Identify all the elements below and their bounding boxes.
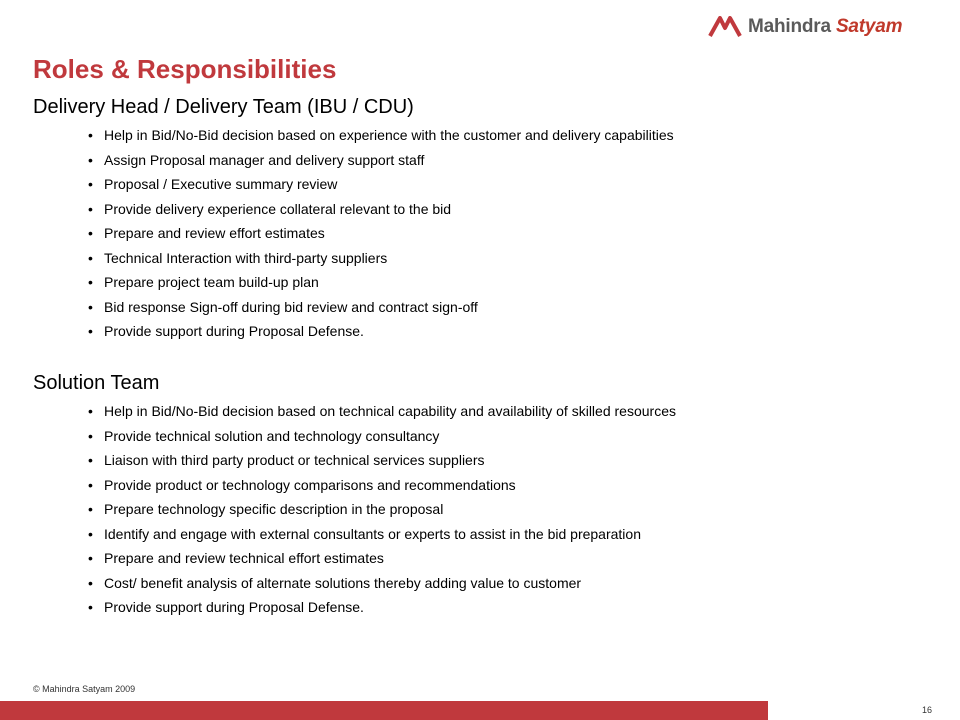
list-item-text: Provide product or technology comparisons and recommendations bbox=[104, 476, 516, 493]
section-heading-delivery: Delivery Head / Delivery Team (IBU / CDU) bbox=[33, 96, 414, 118]
bullet-icon: • bbox=[88, 323, 93, 339]
bullet-icon: • bbox=[88, 550, 93, 566]
list-item-text: Bid response Sign-off during bid review and contract sign-off bbox=[104, 298, 478, 315]
bullet-icon: • bbox=[88, 127, 93, 143]
bullet-icon: • bbox=[88, 574, 93, 591]
list-item bbox=[0, 598, 676, 623]
list-item bbox=[0, 224, 674, 249]
bullet-icon: • bbox=[88, 403, 93, 419]
list-item-text: Prepare and review technical effort estimates bbox=[104, 550, 384, 566]
logo-text-primary: Mahindra bbox=[748, 16, 831, 37]
company-logo bbox=[708, 14, 948, 40]
list-item bbox=[0, 298, 674, 323]
list-item-text: Prepare and review effort estimates bbox=[104, 225, 325, 241]
list-item bbox=[0, 249, 674, 274]
logo-wordmark bbox=[748, 16, 902, 38]
bullet-icon: • bbox=[88, 225, 93, 241]
list-item bbox=[0, 500, 676, 525]
bullet-icon: • bbox=[88, 176, 93, 192]
list-item bbox=[0, 476, 676, 501]
page-number: 16 bbox=[921, 705, 932, 715]
list-item-text: Help in Bid/No-Bid decision based on technical capability and availability of skilled resources bbox=[104, 403, 676, 419]
list-item-text: Help in Bid/No-Bid decision based on experience with the customer and delivery capabilities bbox=[104, 127, 674, 143]
solution-bullet-list bbox=[0, 402, 676, 623]
bullet-icon: • bbox=[88, 427, 93, 444]
bullet-icon: • bbox=[88, 452, 93, 468]
delivery-bullet-list bbox=[0, 126, 674, 347]
list-item bbox=[0, 451, 676, 476]
bullet-icon: • bbox=[88, 525, 93, 542]
list-item bbox=[0, 402, 676, 427]
bullet-icon: • bbox=[88, 298, 93, 315]
list-item-text: Prepare technology specific description in the proposal bbox=[104, 501, 444, 517]
list-item-text: Provide support during Proposal Defense. bbox=[104, 323, 364, 339]
bullet-icon: • bbox=[88, 476, 93, 493]
bullet-icon: • bbox=[88, 151, 93, 168]
list-item bbox=[0, 126, 674, 151]
list-item bbox=[0, 175, 674, 200]
list-item-text: Prepare project team build-up plan bbox=[104, 274, 319, 290]
bullet-icon: • bbox=[88, 274, 93, 290]
copyright-text: © Mahindra Satyam 2009 bbox=[33, 684, 136, 694]
list-item-text: Provide technical solution and technology consultancy bbox=[104, 427, 440, 444]
bullet-icon: • bbox=[88, 249, 93, 266]
list-item bbox=[0, 549, 676, 574]
list-item bbox=[0, 273, 674, 298]
slide-title: Roles & Responsibilities bbox=[33, 54, 337, 84]
list-item bbox=[0, 427, 676, 452]
list-item-text: Liaison with third party product or technical services suppliers bbox=[104, 452, 485, 468]
mahindra-rise-icon bbox=[708, 16, 742, 38]
footer-bar bbox=[0, 701, 768, 720]
list-item bbox=[0, 525, 676, 550]
list-item bbox=[0, 200, 674, 225]
list-item bbox=[0, 322, 674, 347]
list-item bbox=[0, 574, 676, 599]
bullet-icon: • bbox=[88, 200, 93, 217]
list-item-text: Assign Proposal manager and delivery support staff bbox=[104, 151, 425, 168]
list-item-text: Proposal / Executive summary review bbox=[104, 176, 338, 192]
bullet-icon: • bbox=[88, 501, 93, 517]
list-item-text: Cost/ benefit analysis of alternate solutions thereby adding value to customer bbox=[104, 574, 582, 591]
list-item-text: Provide delivery experience collateral relevant to the bid bbox=[104, 200, 452, 217]
list-item-text: Identify and engage with external consultants or experts to assist in the bid preparation bbox=[104, 525, 641, 542]
section-heading-solution: Solution Team bbox=[33, 372, 160, 394]
list-item-text: Technical Interaction with third-party suppliers bbox=[104, 249, 388, 266]
list-item-text: Provide support during Proposal Defense. bbox=[104, 599, 364, 615]
logo-text-accent: Satyam bbox=[835, 16, 903, 37]
list-item bbox=[0, 151, 674, 176]
bullet-icon: • bbox=[88, 599, 93, 615]
